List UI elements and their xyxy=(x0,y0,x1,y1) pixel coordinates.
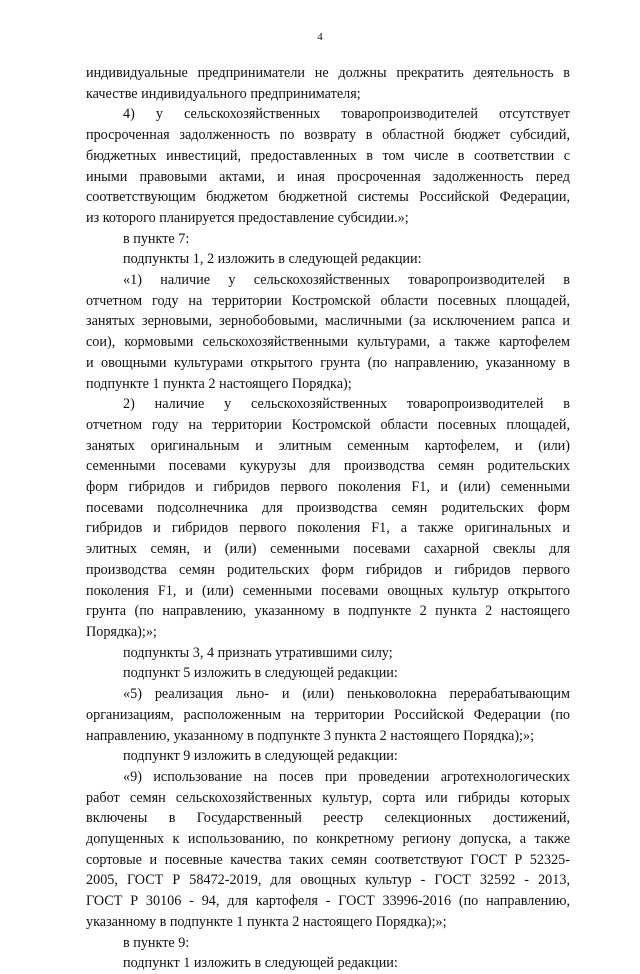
text-line: «1) наличие у сельскохозяйственных товаропроизводителей в xyxy=(123,272,570,289)
text-line: производства семян родительских форм гибридов и гибридов первого xyxy=(86,561,570,578)
text-line: в пункте 9: xyxy=(123,934,190,951)
text-line: «5) реализация льно- и (или) пеньковолокна перерабатывающим xyxy=(123,686,570,703)
text-line: поколения F1, и (или) семенными посевами овощных культур открытого xyxy=(86,582,570,599)
text-line: индивидуальные предприниматели не должны прекратить деятельность в xyxy=(86,65,570,81)
text-line: подпункты 1, 2 изложить в следующей редакции: xyxy=(123,251,422,268)
text-line: занятых зерновыми, зернобобовыми, масличными (за исключением рапса и xyxy=(86,313,570,330)
paragraph xyxy=(86,229,570,250)
text-line: Порядка);»; xyxy=(86,623,157,640)
paragraph xyxy=(86,684,570,746)
text-line: бюджетных инвестиций, предоставленных в том числе в соответствии с xyxy=(86,147,570,164)
paragraph xyxy=(86,63,570,104)
paragraph xyxy=(86,394,570,642)
text-line: качестве индивидуального предпринимателя; xyxy=(86,85,361,102)
text-line: форм гибридов и гибридов первого поколения F1, и (или) семенными xyxy=(86,479,570,496)
paragraph xyxy=(86,663,570,684)
text-line: сои), кормовыми сельскохозяйственными культурами, а также картофелем xyxy=(86,334,570,351)
paragraph xyxy=(86,933,570,954)
text-line: семенными посевами кукурузы для производства семян родительских xyxy=(86,458,570,475)
text-line: 2005, ГОСТ Р 58472-2019, для овощных культур - ГОСТ 32592 - 2013, xyxy=(86,872,570,889)
paragraph xyxy=(86,767,570,933)
paragraph xyxy=(86,249,570,270)
text-line: из которого планируется предоставление субсидии.»; xyxy=(86,209,409,226)
page-number: 4 xyxy=(317,31,323,43)
text-line: «9) использование на посев при проведении агротехнологических xyxy=(123,768,570,785)
text-line: подпункты 3, 4 признать утратившими силу; xyxy=(123,644,393,661)
text-line: организациям, расположенным на территории Российской Федерации (по xyxy=(86,706,570,723)
text-line: подпункт 9 изложить в следующей редакции: xyxy=(123,748,398,765)
text-line: работ семян сельскохозяйственных культур, сорта или гибриды которых xyxy=(86,789,570,806)
text-line: ГОСТ Р 30106 - 94, для картофеля - ГОСТ 33996-2016 (по направлению, xyxy=(86,893,570,910)
paragraph xyxy=(86,270,570,394)
text-line: занятых оригинальным и элитным семенным картофелем, и (или) xyxy=(86,437,570,454)
text-line: просроченная задолженность по возврату в областной бюджет субсидий, xyxy=(86,127,570,144)
text-line: 4) у сельскохозяйственных товаропроизводителей отсутствует xyxy=(123,106,570,123)
text-line: соответствующим бюджетом бюджетной системы Российской Федерации, xyxy=(86,189,570,206)
text-line: иными правовыми актами, и иная просроченная задолженность перед xyxy=(86,168,570,185)
paragraph xyxy=(86,643,570,664)
document-body xyxy=(86,63,570,974)
text-line: элитных семян, и (или) семенными посевами сахарной свеклы для xyxy=(86,541,570,558)
text-line: 2) наличие у сельскохозяйственных товаропроизводителей в xyxy=(123,396,570,413)
text-line: включены в Государственный реестр селекционных достижений, xyxy=(86,810,570,827)
text-line: указанному в подпункте 1 пункта 2 настоящего Порядка);»; xyxy=(86,913,447,930)
paragraph xyxy=(86,104,570,228)
text-line: посевами подсолнечника для производства семян родительских форм xyxy=(86,499,570,516)
text-line: отчетном году на территории Костромской области посевных площадей, xyxy=(86,292,570,309)
text-line: подпункт 1 изложить в следующей редакции: xyxy=(123,955,398,972)
text-line: и овощными культурами открытого грунта (по направлению, указанному в xyxy=(86,354,570,371)
text-line: в пункте 7: xyxy=(123,230,190,247)
text-line: направлению, указанному в подпункте 3 пункта 2 настоящего Порядка);»; xyxy=(86,727,535,744)
text-line: подпункт 5 изложить в следующей редакции: xyxy=(123,665,398,682)
text-line: сортовые и посевные качества таких семян соответствуют ГОСТ Р 52325- xyxy=(86,851,570,868)
text-line: грунта (по направлению, указанному в подпункте 2 пункта 2 настоящего xyxy=(86,603,570,620)
text-line: отчетном году на территории Костромской области посевных площадей, xyxy=(86,416,570,433)
text-line: гибридов и гибридов первого поколения F1, а также оригинальных и xyxy=(86,520,570,537)
paragraph xyxy=(86,953,570,974)
text-line: допущенных к использованию, по конкретному региону допуска, а также xyxy=(86,831,570,848)
paragraph xyxy=(86,746,570,767)
text-line: подпункте 1 пункта 2 настоящего Порядка); xyxy=(86,375,352,392)
